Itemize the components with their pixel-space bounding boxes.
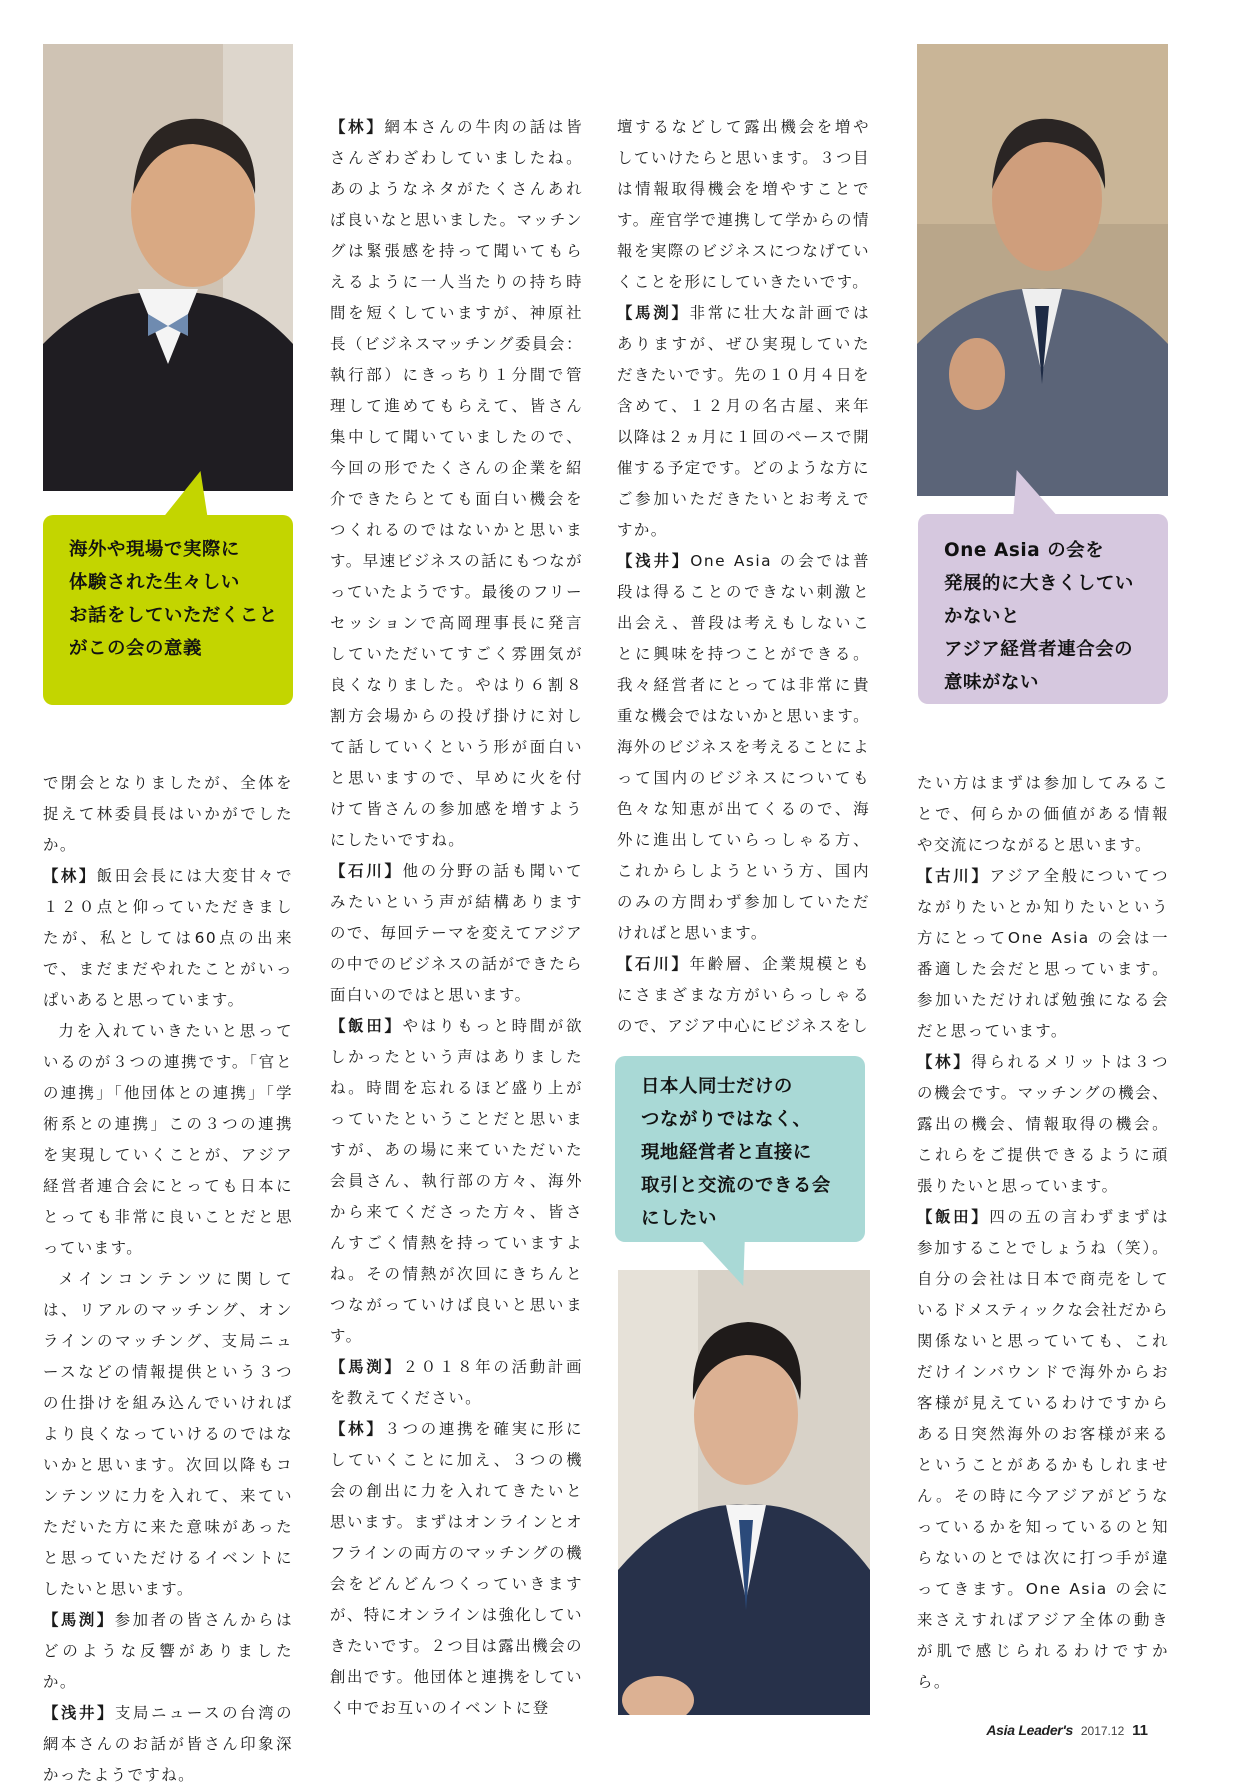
paragraph-text: 非常に壮大な計画ではありますが、ぜひ実現していただきたいです。先の１０月４日を含めて、１２月の名古屋、来年以降は２ヵ月に１回のペースで開催する予定です。どのような方にご参加いただきたいとお考えですか。 (617, 304, 870, 539)
paragraph-text: で閉会となりましたが、全体を捉えて林委員長はいかがでしたか。 (43, 774, 293, 854)
paragraph (43, 1264, 293, 1605)
paragraph (617, 546, 870, 949)
speaker-label: 【古川】 (917, 867, 990, 885)
quote-line: 意味がない (944, 672, 1039, 693)
quote-line: にしたい (641, 1208, 717, 1229)
text-column-3 (617, 112, 870, 1042)
pull-quote-purple (918, 514, 1168, 704)
photo-speaker-bowtie (43, 44, 293, 491)
photo-speaker-young (618, 1270, 870, 1715)
speaker-label: 【林】 (43, 867, 97, 885)
paragraph-text: ３つの連携を確実に形にしていくことに加え、３つの機会の創出に力を入れてきたいと思います。まずはオンラインとオフラインの両方のマッチングの機会をどんどんつくっていきますが、特にオンラインは強化していきたいです。２つ目は露出機会の創出です。他団体と連携をしていく中でお互いのイベントに登 (330, 1420, 583, 1717)
paragraph (330, 856, 583, 1011)
paragraph (917, 1047, 1169, 1202)
paragraph-text: 四の五の言わずまずは参加することでしょうね（笑）。自分の会社は日本で商売をしているドメスティックな会社だから関係ないと思っていても、これだけインバウンドで海外からお客様が見えているわけですからある日突然海外のお客様が来るということがあるかもしれません。その時に今アジアがどうなっているかを知っているのと知らないのとでは次に打つ手が違ってきます。One Asia の会に来さえすればアジア全体の動きが肌で感じられるわけですから。 (917, 1208, 1169, 1691)
magazine-name: Asia Leader's (986, 1722, 1073, 1738)
speaker-label: 【馬渕】 (330, 1358, 403, 1376)
paragraph-text: 壇するなどして露出機会を増やしていけたらと思います。３つ目は情報取得機会を増やすことです。産官学で連携して学からの情報を実際のビジネスにつなげていくことを形にしていきたいです。 (617, 118, 870, 291)
speaker-label: 【林】 (917, 1053, 972, 1071)
paragraph-text: 得られるメリットは３つの機会です。マッチングの機会、露出の機会、情報取得の機会。これらをご提供できるように頑張りたいと思っています。 (917, 1053, 1169, 1195)
quote-line: つながりではなく、 (641, 1109, 812, 1130)
paragraph (330, 1011, 583, 1352)
quote-line: アジア経営者連合会の (944, 639, 1134, 660)
speaker-label: 【石川】 (330, 862, 403, 880)
photo-speaker-grey-suit (917, 44, 1168, 496)
paragraph (43, 1016, 293, 1264)
speaker-label: 【林】 (330, 1420, 385, 1438)
paragraph (617, 949, 870, 1042)
quote-line: かないと (944, 606, 1020, 627)
paragraph (330, 1352, 583, 1414)
paragraph-text: One Asia の会では普段は得ることのできない刺激と出会え、普段は考えもしないことに興味を持つことができる。我々経営者にとっては非常に貴重な機会ではないかと思います。海外のビジネスを考えることによって国内のビジネスについても色々な知恵が出てくるので、海外に進出していらっしゃる方、これからしようという方、国内のみの方問わず参加していただければと思います。 (617, 552, 870, 942)
quote-line: 取引と交流のできる会 (641, 1175, 831, 1196)
speaker-label: 【飯田】 (917, 1208, 990, 1226)
paragraph (330, 1414, 583, 1724)
paragraph (43, 1605, 293, 1698)
paragraph-text: メインコンテンツに関しては、リアルのマッチング、オンラインのマッチング、支局ニュースなどの情報提供という３つの仕掛けを組み込んでいければより良くなっていけるのではないかと思います。次回以降もコンテンツに力を入れて、来ていただいた方に来た意味があったと思っていただけるイベントにしたいと思います。 (43, 1270, 293, 1598)
pull-quote-green (43, 515, 293, 705)
paragraph (617, 298, 870, 546)
quote-line: 日本人同士だけの (641, 1076, 793, 1097)
paragraph-text: 飯田会長には大変甘々で１２０点と仰っていただきましたが、私としては60点の出来で、まだまだやれたことがいっぱいあると思っています。 (43, 867, 293, 1009)
speaker-label: 【馬渕】 (617, 304, 690, 322)
paragraph (917, 1202, 1169, 1698)
paragraph-text: 支局ニュースの台湾の網本さんのお話が皆さん印象深かったようですね。 (43, 1704, 293, 1784)
quote-line: One Asia の会を (944, 540, 1105, 561)
paragraph (43, 861, 293, 1016)
quote-line: 海外や現場で実際に (69, 539, 240, 560)
speaker-label: 【馬渕】 (43, 1611, 115, 1629)
paragraph-text: 参加者の皆さんからはどのような反響がありましたか。 (43, 1611, 293, 1691)
pull-quote-teal (615, 1056, 865, 1242)
issue-date: 2017.12 (1080, 1724, 1125, 1738)
paragraph-text: 年齢層、企業規模ともにさまざまな方がいらっしゃるので、アジア中心にビジネスをし (617, 955, 870, 1035)
paragraph (917, 861, 1169, 1047)
paragraph-text: アジア全般についてつながりたいとか知りたいという方にとってOne Asia の会は一番適した会だと思っています。参加いただければ勉強になる会だと思っています。 (917, 867, 1169, 1040)
quote-line: 発展的に大きくしてい (944, 573, 1134, 594)
paragraph (617, 112, 870, 298)
paragraph-text: 他の分野の話も聞いてみたいという声が結構ありますので、毎回テーマを変えてアジアの中でのビジネスの話ができたら面白いのではと思います。 (330, 862, 583, 1004)
paragraph (330, 112, 583, 856)
paragraph-text: 力を入れていきたいと思っているのが３つの連携です。「官との連携」「他団体との連携」「学術系との連携」この３つの連携を実現していくことが、アジア経営者連合会にとっても日本にとっても非常に良いことだと思っています。 (43, 1022, 293, 1257)
text-column-2 (330, 112, 583, 1724)
page-number: 11 (1132, 1722, 1148, 1739)
paragraph (43, 768, 293, 861)
paragraph-text: ２０１８年の活動計画を教えてください。 (330, 1358, 583, 1407)
speaker-label: 【浅井】 (43, 1704, 115, 1722)
paragraph (917, 768, 1169, 861)
speaker-label: 【石川】 (617, 955, 690, 973)
text-column-4 (917, 768, 1169, 1698)
page-footer (986, 1722, 1148, 1739)
quote-line: 現地経営者と直接に (641, 1142, 812, 1163)
text-column-1 (43, 768, 293, 1791)
speaker-label: 【飯田】 (330, 1017, 403, 1035)
quote-line: がこの会の意義 (69, 638, 202, 659)
quote-line: 体験された生々しい (69, 572, 240, 593)
quote-line: お話をしていただくこと (69, 605, 278, 626)
paragraph-text: 網本さんの牛肉の話は皆さんざわざわしていましたね。あのようなネタがたくさんあれば良いなと思いました。マッチングは緊張感を持って聞いてもらえるように一人当たりの持ち時間を短くしていますが、神原社長（ビジネスマッチング委員会：執行部）にきっちり１分間で管理して進めてもらえて、皆さん集中して聞いていましたので、今回の形でたくさんの企業を紹介できたらとても面白い機会をつくれるのではないかと思います。早速ビジネスの話にもつながっていたようです。最後のフリーセッションで高岡理事長に発言していただいてすごく雰囲気が良くなりました。やはり６割８割方会場からの投げ掛けに対して話していくという形が面白いと思いますので、早めに火を付けて皆さんの参加感を増すようにしたいですね。 (330, 118, 583, 849)
paragraph-text: たい方はまずは参加してみることで、何らかの価値がある情報や交流につながると思います。 (917, 774, 1169, 854)
speaker-label: 【浅井】 (617, 552, 691, 570)
speaker-label: 【林】 (330, 118, 385, 136)
paragraph-text: やはりもっと時間が欲しかったという声はありましたね。時間を忘れるほど盛り上がっていたということだと思いますが、あの場に来ていただいた会員さん、執行部の方々、海外から来てくださった方々、皆さんすごく情熱を持っていますよね。その情熱が次回にきちんとつながっていけば良いと思います。 (330, 1017, 583, 1345)
paragraph (43, 1698, 293, 1791)
